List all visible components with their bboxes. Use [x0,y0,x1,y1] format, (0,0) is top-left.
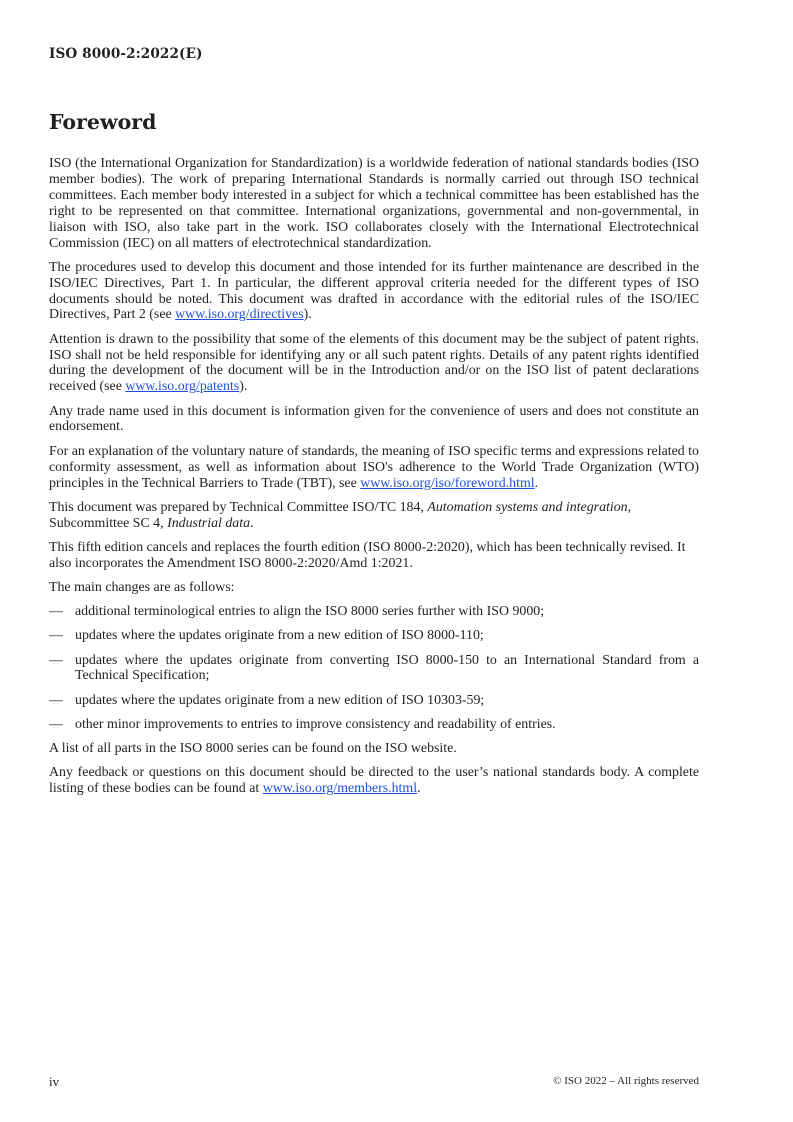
em-dash-bullet: — [49,628,63,644]
paragraph-text: . [417,781,421,797]
list-item [49,653,699,685]
paragraph-text: Any feedback or questions on this document should be directed to the user’s national standards body. A complete listing of these bodies can be found at [49,765,699,797]
paragraph-procedures [49,260,699,324]
page-number: iv [49,1074,60,1089]
paragraph-text: ). [303,307,312,323]
em-dash-bullet: — [49,716,63,732]
paragraph-iso-overview: ISO (the International Organization for Standardization) is a worldwide federation of national standards bodies (ISO member bodies). The work of preparing International Standards is normally carried out through ISO technical committees. Each member body interested in a subject for which a technical committee has been established has the right to be represented on that committee. International organizations, governmental and non-governmental, in liaison with ISO, also take part in the work. ISO collaborates closely with the International Electrotechnical Commission (IEC) on all matters of electrotechnical standardization. [49,156,699,251]
patents-link[interactable]: www.iso.org/patents [125,379,240,395]
paragraph-text: . [534,475,539,491]
paragraph-text: . [250,515,254,531]
list-item-text: updates where the updates originate from a new edition of ISO 10303-59; [75,692,485,708]
members-link[interactable]: www.iso.org/members.html [262,781,418,797]
paragraph-text: ). [239,379,248,395]
paragraph-series-list: A list of all parts in the ISO 8000 series can be found on the ISO website. [49,741,457,757]
paragraph-voluntary-nature [49,444,699,492]
paragraph-patents [49,332,699,396]
em-dash-bullet: — [49,604,63,620]
list-item [49,604,699,620]
list-item [49,693,699,709]
paragraph-edition: This fifth edition cancels and replaces the fourth edition (ISO 8000-2:2020), which has been technically revised. It also incorporates the Amendment ISO 8000-2:2020/Amd 1:2021. [49,539,686,571]
copyright-notice: © ISO 2022 – All rights reserved [553,1075,699,1087]
list-item-text: additional terminological entries to align the ISO 8000 series further with ISO 9000; [75,604,545,620]
em-dash-bullet: — [49,652,63,668]
list-item [49,628,699,644]
paragraph-main-changes-intro: The main changes are as follows: [49,579,235,595]
foreword-body [49,156,699,805]
paragraph-feedback [49,765,699,797]
em-dash-bullet: — [49,692,63,708]
directives-link[interactable]: www.iso.org/directives [175,307,304,323]
subcommittee-name: Industrial data [167,515,251,531]
paragraph-text: , Subcommittee SC 4, [49,499,632,531]
paragraph-text: Attention is drawn to the possibility that some of the elements of this document may be the subject of patent rights. ISO shall not be held responsible for identifying any or all such patent rights. Details of any patent rights identified during the development of the document will be in the Introduction and/or on the ISO list of patent declarations received (see [49,331,699,395]
paragraph-text: The procedures used to develop this document and those intended for its further maintenance are described in the ISO/IEC Directives, Part 1. In particular, the different approval criteria needed for the different types of ISO documents should be noted. This document was drafted in accordance with the editorial rules of the ISO/IEC Directives, Part 2 (see [49,259,699,323]
paragraph-text: This document was prepared by Technical Committee ISO/TC 184, [49,499,428,515]
list-item [49,717,699,733]
foreword-link[interactable]: www.iso.org/iso/foreword.html [360,475,535,491]
paragraph-text: For an explanation of the voluntary nature of standards, the meaning of ISO specific terms and expressions related to conformity assessment, as well as information about ISO's adherence to the World Trade Organization (WTO) principles in the Technical Barriers to Trade (TBT), see [49,443,699,491]
document-id-header: ISO 8000-2:2022(E) [49,46,203,62]
paragraph-trade-name: Any trade name used in this document is information given for the convenience of users and does not constitute an endorsement. [49,403,699,435]
paragraph-prepared-by [49,500,699,532]
list-item-text: updates where the updates originate from converting ISO 8000-150 to an International Standard from a Technical Specification; [75,652,699,684]
page-title: Foreword [49,110,157,134]
list-item-text: updates where the updates originate from a new edition of ISO 8000-110; [75,628,484,644]
changes-list [49,604,699,733]
committee-name: Automation systems and integration [427,499,628,515]
list-item-text: other minor improvements to entries to improve consistency and readability of entries. [75,716,556,732]
